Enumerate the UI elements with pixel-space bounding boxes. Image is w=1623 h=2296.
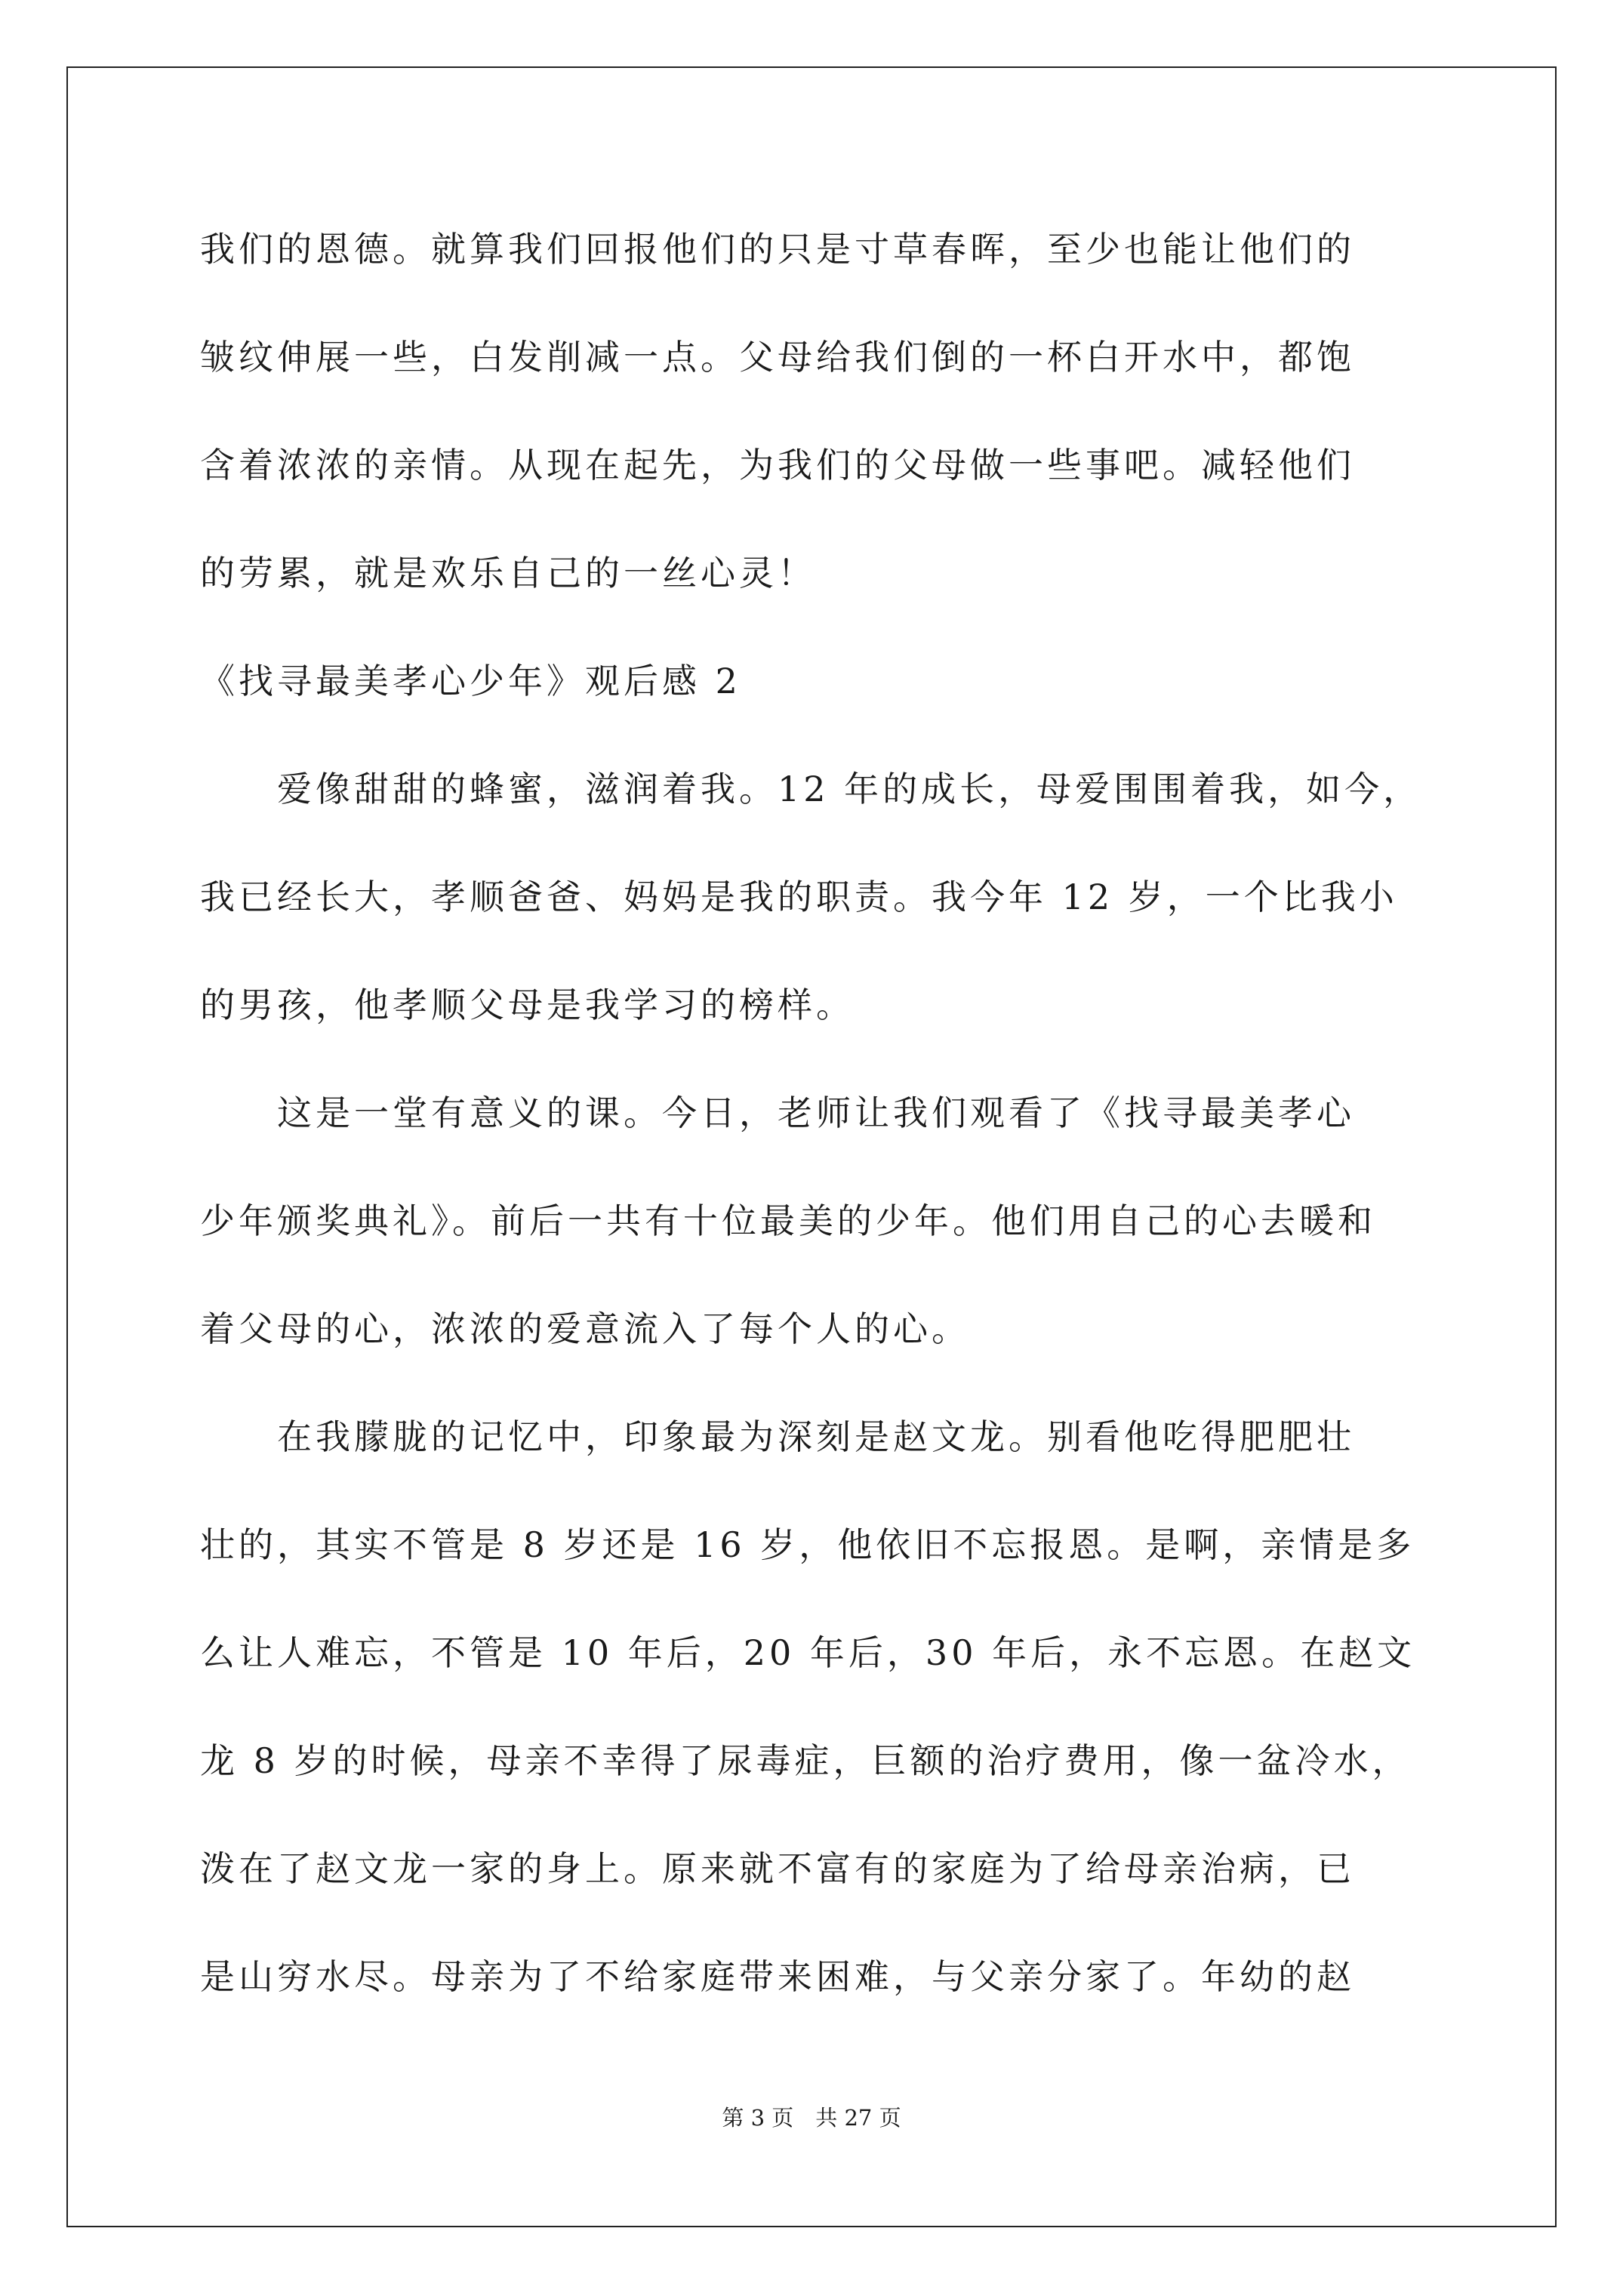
paragraph-line: 着父母的心，浓浓的爱意流入了每个人的心。 <box>200 1308 970 1349</box>
paragraph-line: 的劳累，就是欢乐自己的一丝心灵！ <box>200 553 816 593</box>
paragraph-line: 少年颁奖典礼》。前后一共有十位最美的少年。他们用自己的心去暖和 <box>200 1200 1376 1241</box>
paragraph-line: 壮的，其实不管是 8 岁还是 16 岁，他依旧不忘报恩。是啊，亲情是多 <box>200 1524 1415 1565</box>
paragraph-line: 么让人难忘，不管是 10 年后，20 年后，30 年后，永不忘恩。在赵文 <box>200 1632 1416 1673</box>
paragraph-line: 爱像甜甜的蜂蜜，滋润着我。12 年的成长，母爱围围着我，如今， <box>200 769 1422 809</box>
paragraph-line: 这是一堂有意义的课。今日，老师让我们观看了《找寻最美孝心 <box>200 1093 1355 1133</box>
page-border <box>66 66 1557 2227</box>
paragraph-line: 含着浓浓的亲情。从现在起先，为我们的父母做一些事吧。减轻他们 <box>200 445 1355 485</box>
paragraph-line: 的男孩，他孝顺父母是我学习的榜样。 <box>200 985 855 1025</box>
paragraph-line: 在我朦胧的记忆中，印象最为深刻是赵文龙。别看他吃得肥肥壮 <box>200 1416 1355 1457</box>
paragraph-line: 皱纹伸展一些，白发削减一点。父母给我们倒的一杯白开水中，都饱 <box>200 337 1355 378</box>
paragraph-line: 我已经长大，孝顺爸爸、妈妈是我的职责。我今年 12 岁，一个比我小 <box>200 877 1398 917</box>
paragraph-line: 是山穷水尽。母亲为了不给家庭带来困难，与父亲分家了。年幼的赵 <box>200 1956 1355 1997</box>
paragraph-line: 泼在了赵文龙一家的身上。原来就不富有的家庭为了给母亲治病，已 <box>200 1848 1355 1889</box>
paragraph-line: 我们的恩德。就算我们回报他们的只是寸草春晖，至少也能让他们的 <box>200 229 1355 270</box>
paragraph-line: 龙 8 岁的时候，母亲不幸得了尿毒症，巨额的治疗费用，像一盆冷水， <box>200 1740 1411 1781</box>
section-heading: 《找寻最美孝心少年》观后感 2 <box>200 661 741 701</box>
page-number-footer: 第 3 页 共 27 页 <box>722 2105 901 2131</box>
